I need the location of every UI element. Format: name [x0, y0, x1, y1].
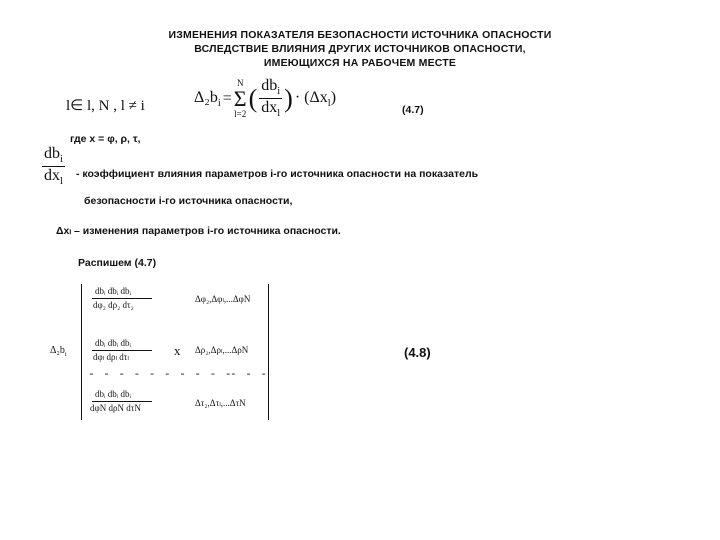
- sum-symbol: N Σ l=2: [233, 77, 247, 119]
- formula-multiplier: · $(\Delta x_l)$: [294, 88, 337, 109]
- matrix-right-1: Δφ₂,Δφₗ,...ΔφN: [195, 294, 251, 304]
- matrix-row3-den: dφN dρN dτN: [90, 403, 141, 413]
- matrix-dashes-right: - - -: [230, 369, 269, 381]
- delta-line: Δxₗ – изменения параметров i-го источника опасности.: [56, 225, 341, 237]
- coef-text-1: - коэффициент влияния параметров i-го источника опасности на показатель: [76, 168, 479, 180]
- matrix-row1-den: dφ₂ dρ₂ dτ₂: [93, 300, 134, 310]
- coef-text-2: безопасности i-го источника опасности,: [84, 195, 293, 207]
- equation-number-4-7: (4.7): [402, 104, 424, 116]
- formula-fraction: $\frac{db_i}{dx_l}$: [261, 77, 281, 120]
- matrix-right-3: Δτ₂,Δτₗ,...ΔτN: [195, 398, 246, 408]
- equation-number-4-8: (4.8): [404, 345, 431, 360]
- matrix-dashes-left: - - - - - - - - - -: [88, 369, 233, 381]
- matrix-lhs: $\Delta_2b_i$: [50, 345, 67, 358]
- expand-heading: Распишем (4.7): [78, 257, 157, 269]
- matrix-multiply-x: x: [174, 343, 181, 358]
- matrix-right-bracket: [268, 284, 269, 420]
- page-title-line1: ИЗМЕНЕНИЯ ПОКАЗАТЕЛЯ БЕЗОПАСНОСТИ ИСТОЧНИКА ОПАСНОСТИ: [168, 29, 552, 41]
- formula-4-7: $\Delta_2b_i$ = N Σ l=2 ( $\frac{db_i}{dx_l}$ ) · $(\Delta x_l)$: [194, 77, 337, 120]
- formula-lhs: $\Delta_2b_i$: [194, 88, 221, 109]
- where-line: где x = φ, ρ, τ,: [70, 133, 141, 145]
- page-title-line3: ИМЕЮЩИХСЯ НА РАБОЧЕМ МЕСТЕ: [263, 57, 457, 69]
- matrix-left-bracket: [81, 284, 82, 420]
- matrix-row1-num: dbᵢ dbᵢ dbᵢ: [95, 286, 131, 296]
- matrix-row2-den: dφₗ dρₗ dτₗ: [93, 352, 129, 362]
- matrix-right-2: Δρ₂,Δρₗ,...ΔρN: [195, 345, 249, 355]
- coef-fraction: $\frac{db_i}{dx_l}$: [44, 145, 63, 188]
- page-title-line2: ВСЛЕДСТВИЕ ВЛИЯНИЯ ДРУГИХ ИСТОЧНИКОВ ОПАСНОСТИ,: [194, 43, 526, 55]
- matrix-row2-num: dbᵢ dbᵢ dbᵢ: [95, 338, 131, 348]
- matrix-row3-num: dbᵢ dbᵢ dbᵢ: [95, 389, 131, 399]
- formula-eq: =: [222, 89, 232, 107]
- formula-condition: l∈ l, N , l ≠ i: [66, 98, 145, 114]
